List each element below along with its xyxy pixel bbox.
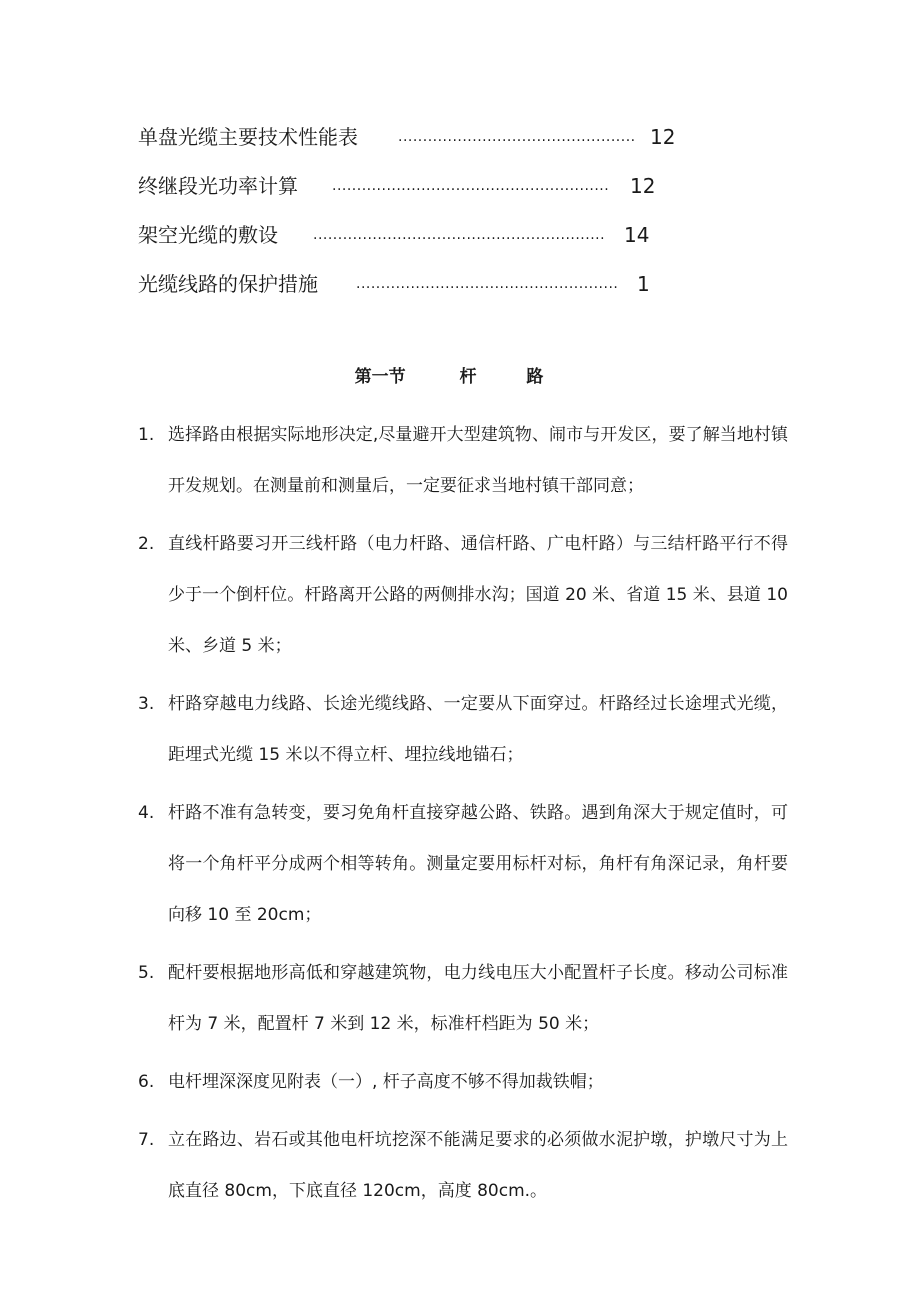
- toc-entry-title: 终继段光功率计算: [138, 174, 298, 198]
- list-item-text: 杆路不准有急转变，要习免角杆直接穿越公路、铁路。遇到角深大于规定值时，可将一个角杆平分成两个相等转角。测量定要用标杆对标，角杆有角深记录，角杆要向移 10 至 20cm；: [168, 803, 788, 925]
- list-item-text: 杆路穿越电力线路、长途光缆线路、一定要从下面穿过。杆路经过长途埋式光缆，距埋式光缆 15 米以不得立杆、埋拉线地锚石；: [168, 694, 788, 765]
- list-item-number: 5.: [138, 963, 155, 983]
- list-item-number: 4.: [138, 803, 155, 823]
- list-item: [138, 519, 788, 672]
- section-title: 杆 路: [459, 367, 566, 387]
- list-item-number: 3.: [138, 694, 155, 714]
- list-item: [138, 788, 788, 941]
- list-item-number: 1.: [138, 425, 155, 445]
- section-number: 第一节: [354, 367, 406, 387]
- list-item-text: 选择路由根据实际地形决定,尽量避开大型建筑物、闹市与开发区，要了解当地村镇开发规划。在测量前和测量后，一定要征求当地村镇干部同意；: [168, 425, 788, 496]
- toc-leader-dots: ...........................................................: [313, 227, 606, 243]
- toc-entry[interactable]: [138, 216, 698, 265]
- list-item-text: 配杆要根据地形高低和穿越建筑物，电力线电压大小配置杆子长度。移动公司标准杆为 7 米，配置杆 7 米到 12 米，标准杆档距为 50 米；: [168, 963, 788, 1034]
- list-item-number: 2.: [138, 534, 155, 554]
- toc-entry-page: 14: [624, 223, 650, 247]
- section-heading: [0, 362, 920, 392]
- list-item: [138, 1057, 788, 1108]
- toc-leader-dots: ........................................................: [332, 178, 610, 194]
- toc-entry-title: 架空光缆的敷设: [138, 223, 278, 247]
- table-of-contents: [138, 118, 698, 314]
- toc-entry-page: 12: [650, 125, 676, 149]
- toc-leader-dots: .....................................................: [356, 276, 619, 292]
- list-item: [138, 410, 788, 512]
- list-item-text: 立在路边、岩石或其他电杆坑挖深不能满足要求的必须做水泥护墩，护墩尺寸为上底直径 80cm，下底直径 120cm，高度 80cm.。: [168, 1130, 788, 1201]
- list-item: [138, 948, 788, 1050]
- list-item-number: 6.: [138, 1072, 155, 1092]
- toc-entry[interactable]: [138, 265, 698, 314]
- toc-entry-title: 光缆线路的保护措施: [138, 272, 318, 296]
- toc-entry-title: 单盘光缆主要技术性能表: [138, 125, 358, 149]
- toc-entry-page: 12: [630, 174, 656, 198]
- list-item-text: 直线杆路要习开三线杆路（电力杆路、通信杆路、广电杆路）与三结杆路平行不得少于一个倒杆位。杆路离开公路的两侧排水沟；国道 20 米、省道 15 米、县道 10 米、乡道 5 米；: [168, 534, 788, 656]
- list-item: [138, 679, 788, 781]
- numbered-list: [138, 410, 788, 1217]
- list-item-text: 电杆埋深深度见附表（一）, 杆子高度不够不得加裁铁帽；: [168, 1072, 604, 1092]
- toc-leader-dots: ................................................: [398, 129, 636, 145]
- toc-entry[interactable]: [138, 118, 698, 167]
- list-item-number: 7.: [138, 1130, 155, 1150]
- list-item: [138, 1115, 788, 1217]
- toc-entry-page: 1: [637, 272, 650, 296]
- toc-entry[interactable]: [138, 167, 698, 216]
